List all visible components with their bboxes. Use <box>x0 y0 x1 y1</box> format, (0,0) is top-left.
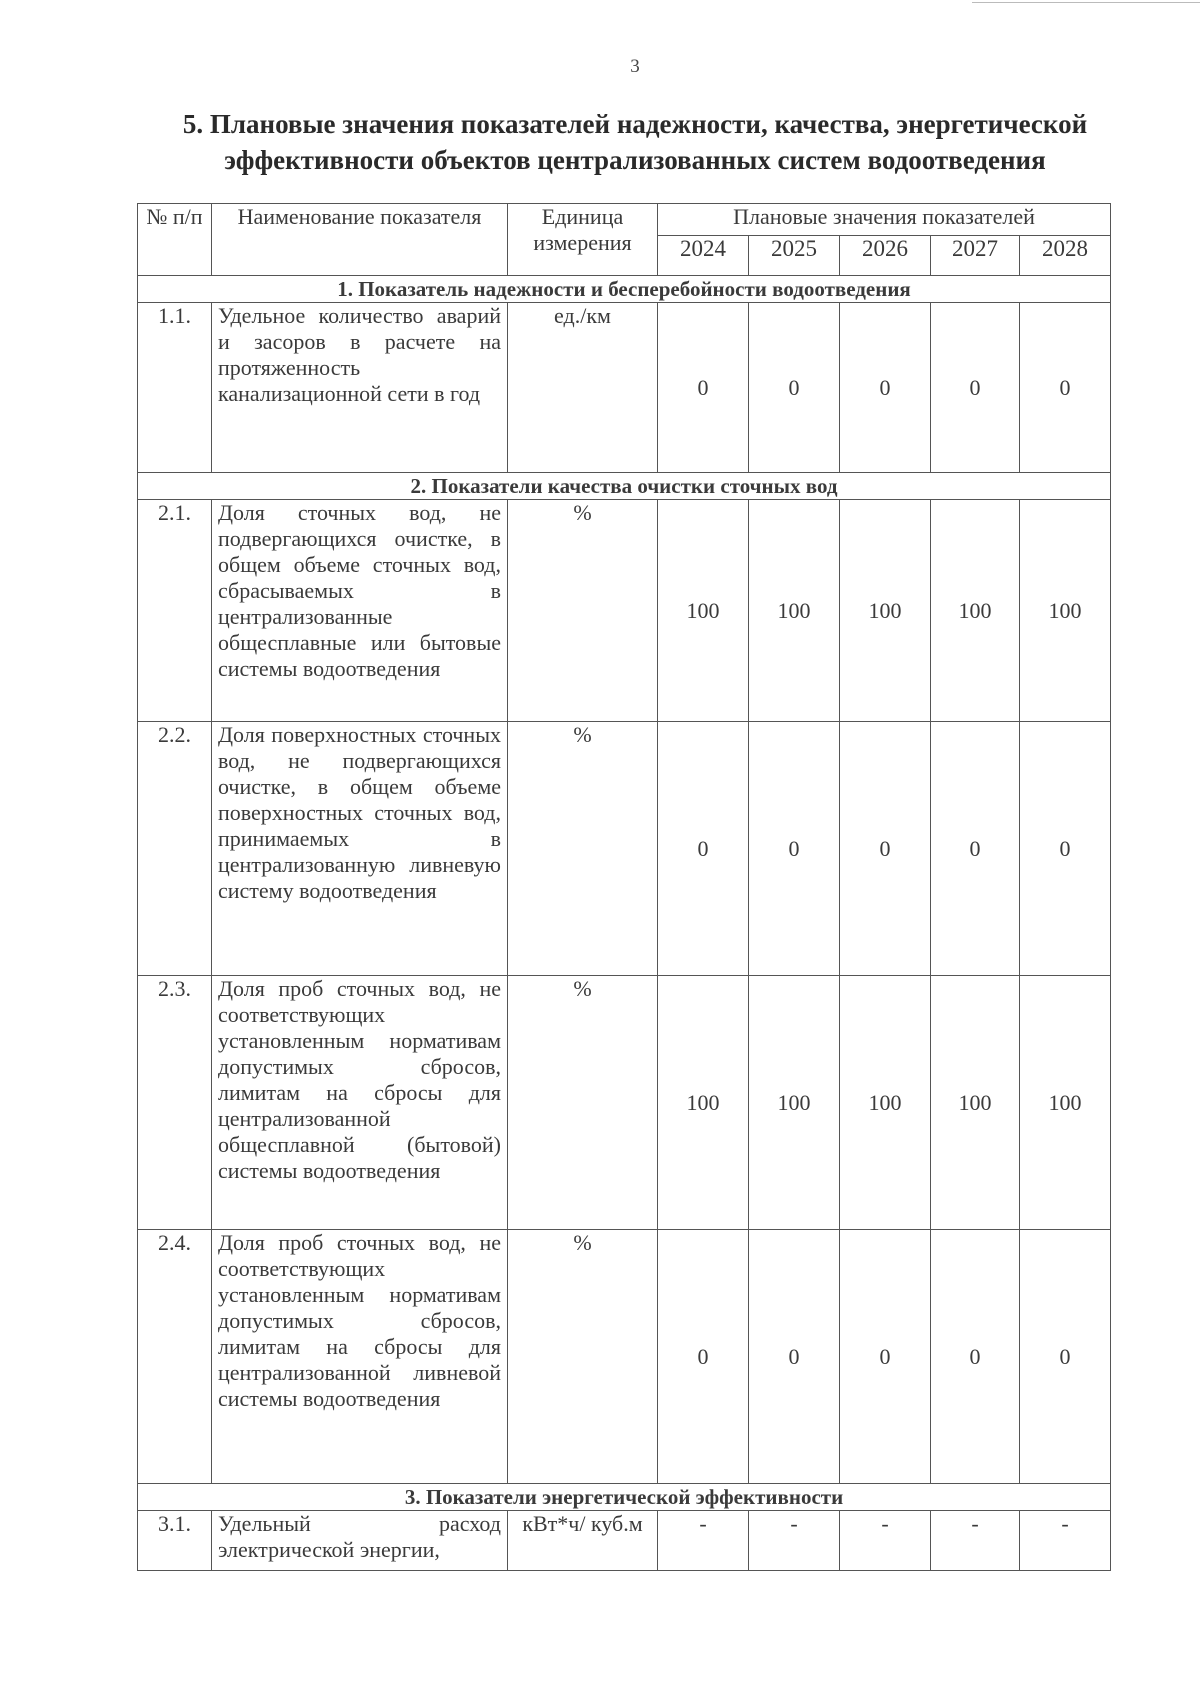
row-number: 1.1. <box>138 303 212 473</box>
header-year: 2027 <box>931 236 1020 276</box>
value-cell: 0 <box>931 1230 1020 1484</box>
row-number: 3.1. <box>138 1511 212 1571</box>
table-row <box>138 1230 1111 1484</box>
header-year: 2025 <box>749 236 840 276</box>
value-cell: 0 <box>1020 1230 1111 1484</box>
value-cell: 100 <box>658 500 749 722</box>
unit-cell: % <box>508 722 658 976</box>
document-title <box>160 106 1110 178</box>
header-year: 2028 <box>1020 236 1111 276</box>
indicator-name: Удельный расход электрической энергии, <box>212 1511 508 1571</box>
value-cell: 0 <box>658 303 749 473</box>
header-number: № п/п <box>138 204 212 276</box>
section-title: 3. Показатели энергетической эффективности <box>138 1484 1111 1511</box>
title-line-2: эффективности объектов централизованных систем водоотведения <box>224 145 1046 175</box>
value-cell: 0 <box>749 722 840 976</box>
indicator-name: Доля сточных вод, не подвергающихся очистке, в общем объеме сточных вод, сбрасываемых в централизованные общесплавные или бытовые системы водоотведения <box>212 500 508 722</box>
value-cell: 0 <box>749 1230 840 1484</box>
value-cell: 0 <box>749 303 840 473</box>
value-cell: 100 <box>840 500 931 722</box>
title-line-1: 5. Плановые значения показателей надежности, качества, энергетической <box>182 109 1088 139</box>
value-cell: - <box>1020 1511 1111 1571</box>
row-number: 2.2. <box>138 722 212 976</box>
scan-edge-line <box>972 2 1200 3</box>
indicator-name: Доля проб сточных вод, не соответствующих установленным нормативам допустимых сбросов, лимитам на сбросы для централизованной ливневой системы водоотведения <box>212 1230 508 1484</box>
indicators-table <box>137 203 1111 1571</box>
header-name: Наименование показателя <box>212 204 508 276</box>
value-cell: 0 <box>931 303 1020 473</box>
table-row <box>138 722 1111 976</box>
value-cell: 100 <box>931 976 1020 1230</box>
value-cell: 0 <box>658 722 749 976</box>
unit-cell: % <box>508 500 658 722</box>
header-year: 2024 <box>658 236 749 276</box>
row-number: 2.1. <box>138 500 212 722</box>
value-cell: 100 <box>931 500 1020 722</box>
indicator-name: Доля поверхностных сточных вод, не подвергающихся очистке, в общем объеме поверхностных сточных вод, принимаемых в централизованную ливневую систему водоотведения <box>212 722 508 976</box>
section-title: 1. Показатель надежности и бесперебойности водоотведения <box>138 276 1111 303</box>
value-cell: - <box>931 1511 1020 1571</box>
value-cell: 0 <box>931 722 1020 976</box>
value-cell: 0 <box>840 303 931 473</box>
indicator-name: Доля проб сточных вод, не соответствующих установленным нормативам допустимых сбросов, лимитам на сбросы для централизованной общесплавной (бытовой) системы водоотведения <box>212 976 508 1230</box>
section-title: 2. Показатели качества очистки сточных вод <box>138 473 1111 500</box>
table-row <box>138 976 1111 1230</box>
row-number: 2.4. <box>138 1230 212 1484</box>
value-cell: - <box>840 1511 931 1571</box>
unit-cell: % <box>508 976 658 1230</box>
value-cell: 100 <box>749 500 840 722</box>
value-cell: 0 <box>1020 303 1111 473</box>
value-cell: 0 <box>1020 722 1111 976</box>
value-cell: 100 <box>1020 976 1111 1230</box>
table-row <box>138 1511 1111 1571</box>
table-row <box>138 500 1111 722</box>
unit-cell: кВт*ч/ куб.м <box>508 1511 658 1571</box>
value-cell: 100 <box>1020 500 1111 722</box>
value-cell: 100 <box>658 976 749 1230</box>
table-row <box>138 303 1111 473</box>
value-cell: 0 <box>658 1230 749 1484</box>
indicator-name: Удельное количество аварий и засоров в расчете на протяженность канализационной сети в год <box>212 303 508 473</box>
header-year: 2026 <box>840 236 931 276</box>
value-cell: 100 <box>749 976 840 1230</box>
header-unit: Единица измерения <box>508 204 658 276</box>
unit-cell: ед./км <box>508 303 658 473</box>
page-number: 3 <box>630 56 640 77</box>
row-number: 2.3. <box>138 976 212 1230</box>
value-cell: 100 <box>840 976 931 1230</box>
value-cell: 0 <box>840 1230 931 1484</box>
value-cell: - <box>749 1511 840 1571</box>
unit-cell: % <box>508 1230 658 1484</box>
value-cell: 0 <box>840 722 931 976</box>
header-planned-values: Плановые значения показателей <box>658 204 1111 236</box>
value-cell: - <box>658 1511 749 1571</box>
